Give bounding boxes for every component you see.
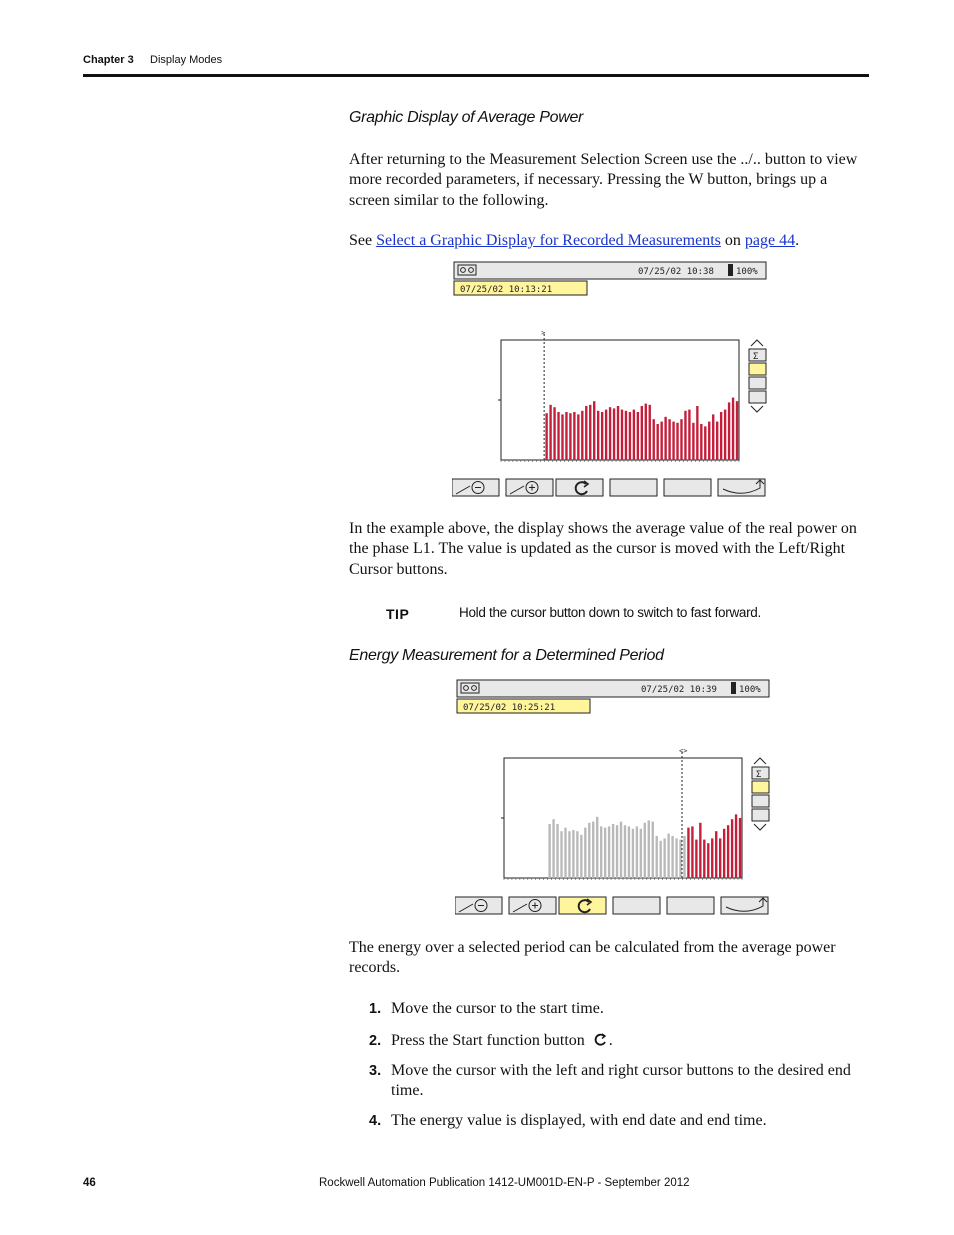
- bar: [632, 829, 634, 878]
- link-page-44[interactable]: page 44: [744, 232, 796, 249]
- bar: [645, 404, 647, 460]
- section-heading-energy: Energy Measurement for a Determined Period: [349, 647, 664, 664]
- bar: [565, 412, 567, 460]
- phase-l2-button[interactable]: [752, 795, 769, 807]
- scroll-up-icon[interactable]: [754, 758, 766, 764]
- paragraph-example: In the example above, the display shows the average value of the real power on the phase L1. The value is updated as the cursor is moved with the Left/Right Cursor buttons.: [349, 520, 857, 578]
- bar: [604, 828, 606, 878]
- bar: [656, 836, 658, 878]
- bar: [641, 406, 643, 460]
- bar: [637, 412, 639, 460]
- bar: [549, 405, 551, 460]
- bar: [601, 412, 603, 460]
- bar: [616, 825, 618, 878]
- bar: [640, 829, 642, 878]
- list-item: 3. Move the cursor with the left and right cursor buttons to the desired end time.: [369, 1062, 851, 1100]
- phase-l1-button[interactable]: [749, 363, 766, 375]
- sigma-label: Σ: [753, 352, 759, 362]
- bar: [576, 831, 578, 878]
- bar: [680, 419, 682, 460]
- screen2-svg: [455, 678, 775, 918]
- energy-chart: [501, 747, 742, 880]
- bar: [609, 407, 611, 460]
- function-buttons: [452, 479, 765, 496]
- list-item: 1. Move the cursor to the start time.: [369, 1000, 604, 1017]
- plot-frame: [504, 758, 742, 878]
- bar: [663, 838, 665, 878]
- bar: [649, 405, 651, 460]
- sigma-label: Σ: [756, 770, 762, 780]
- screen1-svg: [452, 260, 772, 500]
- bar: [617, 406, 619, 460]
- bar: [633, 410, 635, 460]
- bar: [584, 828, 586, 878]
- bar: [596, 817, 598, 878]
- tip-label: TIP: [386, 606, 410, 622]
- bar: [588, 823, 590, 878]
- bar: [608, 826, 610, 878]
- bar: [723, 829, 725, 878]
- status-datetime: 07/25/02 10:39: [641, 685, 717, 695]
- bar: [719, 838, 721, 878]
- bar: [589, 405, 591, 460]
- bar: [715, 831, 717, 878]
- bar: [580, 835, 582, 878]
- bar: [564, 828, 566, 878]
- bar: [711, 838, 713, 878]
- cursor-marker: <>: [679, 747, 688, 755]
- bar: [735, 814, 737, 878]
- link-select-graphic-display[interactable]: Select a Graphic Display for Recorded Measurements: [376, 232, 721, 249]
- bar: [672, 422, 674, 460]
- bar: [676, 423, 678, 460]
- bar: [668, 419, 670, 460]
- publication-info: Rockwell Automation Publication 1412-UM001D-EN-P - September 2012: [319, 1177, 690, 1189]
- bar: [621, 410, 623, 460]
- bar: [569, 413, 571, 460]
- bar: [688, 410, 690, 460]
- blank-button-1[interactable]: [613, 897, 660, 914]
- bar: [573, 412, 575, 460]
- return-button[interactable]: [718, 479, 765, 496]
- bar: [739, 818, 741, 878]
- bar: [577, 414, 579, 460]
- bar: [600, 826, 602, 878]
- side-scroll: [749, 340, 766, 412]
- bar: [585, 406, 587, 460]
- bar: [557, 412, 559, 460]
- bar: [683, 836, 685, 878]
- bar: [712, 414, 714, 460]
- zoom-out-button[interactable]: [455, 897, 502, 914]
- scroll-down-icon[interactable]: [751, 406, 763, 412]
- section-heading-average-power: Graphic Display of Average Power: [349, 109, 584, 126]
- bar: [703, 840, 705, 878]
- blank-button-2[interactable]: [667, 897, 714, 914]
- bar: [687, 828, 689, 878]
- plot-frame: [501, 340, 739, 460]
- zoom-out-button[interactable]: [452, 479, 499, 496]
- bar: [728, 402, 730, 460]
- bar: [699, 823, 701, 878]
- bar: [605, 410, 607, 460]
- bar: [628, 826, 630, 878]
- page-number: 46: [83, 1177, 96, 1189]
- bar: [724, 410, 726, 460]
- bar: [552, 819, 554, 878]
- tip-text: Hold the cursor button down to switch to fast forward.: [459, 605, 761, 620]
- phase-l3-button[interactable]: [752, 809, 769, 821]
- average-power-chart: [498, 329, 739, 462]
- bar: [548, 824, 550, 878]
- bar: [656, 424, 658, 460]
- bar: [707, 843, 709, 878]
- phase-l3-button[interactable]: [749, 391, 766, 403]
- device-screen-energy: [455, 678, 775, 923]
- refresh-icon: [593, 1033, 609, 1047]
- cursor-marker: >: [541, 329, 546, 337]
- bar: [612, 824, 614, 878]
- start-button[interactable]: [559, 897, 606, 914]
- bar: [704, 426, 706, 460]
- cursor-datetime: 07/25/02 10:13:21: [460, 285, 553, 295]
- bar: [659, 841, 661, 878]
- list-item: 2. Press the Start function button .: [369, 1032, 613, 1049]
- battery-level: 100%: [736, 267, 758, 277]
- bar: [684, 411, 686, 460]
- return-button[interactable]: [721, 897, 768, 914]
- battery-icon: [728, 264, 733, 276]
- bar: [636, 826, 638, 878]
- bar: [731, 819, 733, 878]
- blank-button-1[interactable]: [610, 479, 657, 496]
- battery-icon: [731, 682, 736, 694]
- bar: [708, 422, 710, 460]
- phase-l1-button[interactable]: [752, 781, 769, 793]
- paragraph-intro: After returning to the Measurement Selection Screen use the ../.. button to view more recorded parameters, if necessary. Pressing the W button, brings up a screen similar to the following.: [349, 151, 858, 209]
- bar: [648, 820, 650, 878]
- bar: [679, 840, 681, 878]
- bar: [560, 831, 562, 878]
- start-button[interactable]: [556, 479, 603, 496]
- zoom-in-button[interactable]: [506, 479, 553, 496]
- bar: [716, 422, 718, 460]
- bar: [624, 825, 626, 878]
- bar: [675, 838, 677, 878]
- bar: [652, 822, 654, 878]
- zoom-in-button[interactable]: [509, 897, 556, 914]
- bar: [629, 412, 631, 460]
- bar: [720, 412, 722, 460]
- bar: [572, 830, 574, 878]
- function-buttons: [455, 897, 768, 914]
- blank-button-2[interactable]: [664, 479, 711, 496]
- cursor-datetime: 07/25/02 10:25:21: [463, 703, 556, 713]
- bar: [691, 826, 693, 878]
- side-scroll: [752, 758, 769, 830]
- device-screen-average-power: [452, 260, 772, 505]
- bar: [692, 423, 694, 460]
- bar: [671, 836, 673, 878]
- header-rule: [83, 74, 869, 77]
- list-item: 4. The energy value is displayed, with end date and end time.: [369, 1112, 767, 1129]
- bar: [556, 824, 558, 878]
- bar: [561, 414, 563, 460]
- battery-level: 100%: [739, 685, 761, 695]
- scroll-up-icon[interactable]: [751, 340, 763, 346]
- header-section: Display Modes: [150, 54, 223, 66]
- bar: [696, 406, 698, 460]
- bar: [545, 413, 547, 460]
- bar: [660, 422, 662, 460]
- bar: [620, 822, 622, 878]
- bar: [593, 401, 595, 460]
- paragraph-energy: The energy over a selected period can be calculated from the average power records.: [349, 939, 836, 977]
- bar: [727, 825, 729, 878]
- bar: [597, 411, 599, 460]
- header-chapter: Chapter 3: [83, 54, 134, 66]
- bar: [644, 823, 646, 878]
- status-datetime: 07/25/02 10:38: [638, 267, 714, 277]
- bar: [667, 834, 669, 878]
- bar: [700, 424, 702, 460]
- bar: [568, 831, 570, 878]
- bar: [581, 411, 583, 460]
- bar: [625, 411, 627, 460]
- phase-l2-button[interactable]: [749, 377, 766, 389]
- bar: [613, 408, 615, 460]
- bar: [653, 419, 655, 460]
- see-reference: See Select a Graphic Display for Recorded Measurements on page 44.: [349, 232, 800, 249]
- bar: [553, 407, 555, 460]
- bar: [592, 822, 594, 878]
- scroll-down-icon[interactable]: [754, 824, 766, 830]
- bar: [736, 401, 738, 460]
- bar: [732, 398, 734, 460]
- bar: [695, 840, 697, 878]
- bar: [664, 417, 666, 460]
